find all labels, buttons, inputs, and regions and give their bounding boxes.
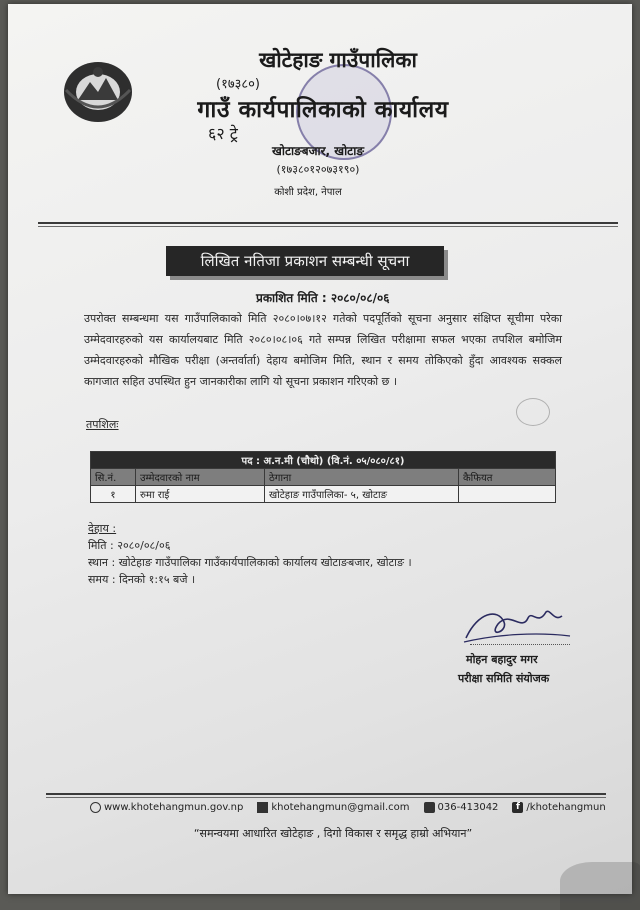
header-remarks: कैफियत — [459, 469, 556, 486]
header-serial: सि.नं. — [91, 469, 136, 486]
cell-serial: १ — [91, 486, 136, 503]
pen-circle-mark — [516, 398, 550, 426]
phone-icon — [424, 802, 435, 813]
schedule-time: समय : दिनको १:१५ बजे । — [88, 573, 196, 586]
post-title: पद : अ.न.मी (चौथो) (वि.नं. ०५/०८०/८१) — [91, 452, 556, 469]
table-header-row — [91, 469, 556, 486]
cell-remarks — [459, 486, 556, 503]
schedule-heading: देहाय : — [88, 522, 117, 535]
footer-divider — [46, 793, 606, 795]
email-text: khotehangmun@gmail.com — [271, 802, 410, 813]
signature-icon — [458, 602, 578, 648]
header-divider — [38, 222, 618, 224]
globe-icon — [90, 802, 101, 813]
signatory-name: मोहन बहादुर मगर — [466, 653, 538, 666]
cell-name: रुमा राई — [136, 486, 265, 503]
notice-paper — [8, 4, 632, 894]
header-name: उम्मेदवारको नाम — [136, 469, 265, 486]
fur-shadow — [560, 862, 640, 910]
footer-website — [90, 802, 243, 813]
footer-divider-thin — [46, 797, 606, 798]
footer-phone — [424, 802, 499, 813]
schedule-date: मिति : २०८०/०८/०६ — [88, 539, 171, 552]
post-title-row — [91, 452, 556, 469]
nepal-emblem-icon — [58, 54, 138, 126]
published-date: प्रकाशित मिति : २०८०/०८/०६ — [256, 291, 390, 305]
signature-line — [470, 644, 570, 645]
established-year: (१७३८०) — [216, 77, 260, 92]
notice-title — [166, 246, 444, 276]
footer-facebook — [512, 802, 605, 813]
schedule-venue: स्थान : खोटेहाङ गाउँपालिका गाउँकार्यपालिकाको कार्यालय खोटाङबजार, खोटाङ । — [88, 556, 412, 569]
candidate-table — [90, 451, 556, 503]
municipality-name: खोटेहाङ गाउँपालिका — [259, 48, 417, 72]
signatory-role: परीक्षा समिति संयोजक — [458, 672, 550, 685]
header-address: ठेगाना — [265, 469, 459, 486]
footer-email — [257, 802, 409, 813]
cell-address: खोटेहाङ गाउँपालिका- ५, खोटाङ — [265, 486, 459, 503]
office-name: गाउँ कार्यपालिकाको कार्यालय — [197, 97, 449, 123]
website-text: www.khotehangmun.gov.np — [104, 802, 244, 813]
details-label: तपशिलः — [86, 418, 119, 431]
mail-icon — [257, 802, 268, 813]
province-name: कोशी प्रदेश, नेपाल — [274, 187, 342, 198]
phone-text: 036-413042 — [437, 802, 499, 813]
notice-body: उपरोक्त सम्बन्धमा यस गाउँपालिकाको मिति २०८०।०७।१२ गतेको पदपूर्तिको सूचना अनुसार संक्षिप्त सूचीमा परेका उम्मेदवारहरुको यस कार्यालयबाट मिति २०८०।०८।०६ गते सम्पन्न लिखित परीक्षामा सफल भएका तपशिल बमोजिम उम्मेदवारहरुको मौखिक परीक्षा (अन्तर्वार्ता) देहाय बमोजिम मिति, स्थान र समय तोकिएको हुँदा आवश्यक सक्कल कागजात सहित उपस्थित हुन जानकारीका लागि यो सूचना प्रकाशन गरिएको छ । — [84, 312, 562, 388]
header-divider-thin — [38, 226, 618, 227]
table-row — [91, 486, 556, 503]
notice-title-text: लिखित नतिजा प्रकाशन सम्बन्धी सूचना — [200, 252, 410, 270]
established-code: (१७३८०१२०७३१९०) — [276, 163, 360, 176]
footer-contacts — [90, 802, 620, 813]
footer-motto: “समन्वयमा आधारित खोटेहाङ , दिगो विकास र समृद्ध हाम्रो अभियान” — [193, 827, 473, 840]
facebook-icon: f — [512, 802, 523, 813]
facebook-text: /khotehangmun — [526, 802, 606, 813]
office-code: ६२ ट्रे — [208, 124, 238, 143]
office-place: खोटाङबजार, खोटाङ — [272, 144, 364, 158]
